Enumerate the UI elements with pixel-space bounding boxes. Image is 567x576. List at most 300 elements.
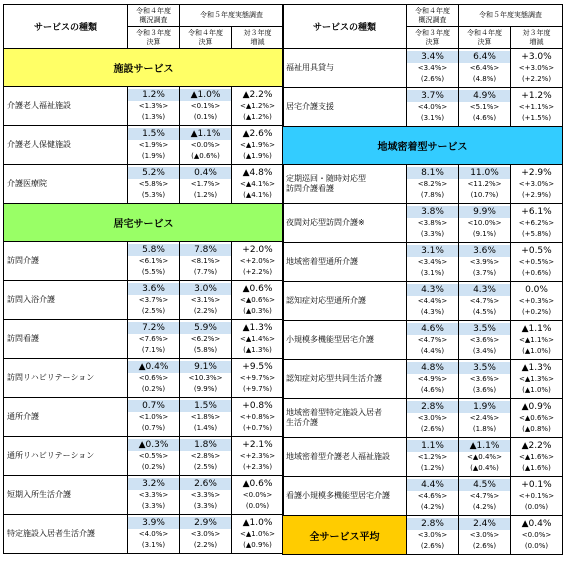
value-cell [232,437,284,476]
value-main: +0.8% [242,401,273,411]
header-diff: 対３年度 増減 [511,27,563,49]
value-bracket: <▲4.1%> [240,180,275,188]
value-paren: (2.5%) [193,463,218,471]
value-main: 1.2% [128,89,179,101]
value-cell [511,360,563,399]
value-paren: (2.6%) [420,425,445,433]
value-main: ▲2.6% [242,129,273,139]
service-name: 訪問入浴介護 [4,281,128,320]
value-cell [459,321,511,360]
value-main: 7.2% [128,322,179,334]
value-cell [180,242,232,281]
service-name: 訪問介護 [4,242,128,281]
service-name: 介護医療院 [4,165,128,204]
table-row [283,438,563,477]
value-main: 0.4% [180,167,231,179]
value-main: ▲1.3% [242,323,273,333]
value-main: ▲0.4% [128,361,179,373]
value-main: ▲1.1% [180,128,231,140]
value-cell [232,515,284,554]
value-paren: (10.7%) [470,191,499,199]
value-paren: (5.8%) [193,346,218,354]
value-bracket: <1.9%> [138,141,169,149]
value-paren: (3.4%) [472,347,497,355]
table-row [4,515,284,554]
value-paren: (▲1.6%) [522,464,551,472]
header-r3-settle: 令和３年度 決算 [407,27,459,49]
value-bracket: <4.7%> [469,297,500,305]
value-paren: (+0.7%) [242,424,273,432]
value-main: 3.5% [459,323,510,335]
value-main: 5.9% [180,322,231,334]
value-cell [459,477,511,516]
value-paren: (1.4%) [193,424,218,432]
value-main: ▲0.9% [521,402,552,412]
value-main: 3.5% [459,362,510,374]
value-bracket: <3.0%> [417,414,448,422]
value-bracket: <0.0%> [242,491,273,499]
value-bracket: <3.9%> [469,258,500,266]
value-paren: (▲0.3%) [243,307,272,315]
value-main: 3.0% [180,283,231,295]
value-main: +0.1% [521,480,552,490]
value-bracket: <0.6%> [138,374,169,382]
value-main: 2.9% [180,517,231,529]
value-bracket: <3.3%> [138,491,169,499]
header-service-type: サービスの種類 [4,5,128,49]
value-main: 1.1% [407,440,458,452]
value-bracket: <4.4%> [417,297,448,305]
value-bracket: <▲1.2%> [240,102,275,110]
value-cell [511,477,563,516]
value-paren: (0.0%) [245,502,270,510]
all-services-average-label: 全サービス平均 [283,516,407,555]
service-name: 介護老人保健施設 [4,126,128,165]
value-cell [232,359,284,398]
value-main: 0.7% [128,400,179,412]
value-paren: (+2.2%) [521,75,552,83]
service-name: 福祉用具貸与 [283,49,407,88]
value-paren: (3.6%) [472,386,497,394]
value-paren: (9.1%) [472,230,497,238]
value-main: ▲1.0% [180,89,231,101]
value-main: 3.7% [407,90,458,102]
value-paren: (3.3%) [420,230,445,238]
value-bracket: <+0.5%> [518,258,555,266]
value-paren: (3.3%) [193,502,218,510]
value-cell [459,49,511,88]
header-r5-survey: 令和５年度実態調査 [459,5,563,27]
value-main: 3.6% [128,283,179,295]
value-bracket: <8.1%> [190,257,221,265]
value-paren: (7.8%) [420,191,445,199]
value-bracket: <0.5%> [138,452,169,460]
value-cell [232,126,284,165]
table-row [283,165,563,204]
value-paren: (0.0%) [524,503,549,511]
value-main: +6.1% [521,207,552,217]
value-main: 0.0% [525,285,548,295]
value-cell [459,399,511,438]
value-bracket: <4.7%> [469,492,500,500]
value-cell [511,438,563,477]
value-bracket: <3.4%> [417,258,448,266]
value-paren: (2.6%) [420,75,445,83]
service-name: 夜間対応型訪問介護※ [283,204,407,243]
table-row [4,165,284,204]
value-paren: (▲0.8%) [522,425,551,433]
value-bracket: <3.0%> [417,531,448,539]
value-bracket: <1.2%> [417,453,448,461]
value-bracket: <4.0%> [417,103,448,111]
value-cell [128,87,180,126]
value-bracket: <+2.0%> [239,257,276,265]
value-main: +0.5% [521,246,552,256]
header-r4-survey: 令和４年度 概況調査 [128,5,180,27]
value-bracket: <+2.3%> [239,452,276,460]
service-name: 訪問リハビリテーション [4,359,128,398]
value-cell [459,516,511,555]
category-label: 施設サービス [4,49,284,87]
service-name: 訪問看護 [4,320,128,359]
value-main: +2.0% [242,245,273,255]
value-paren: (+1.5%) [521,114,552,122]
table-row [4,242,284,281]
value-bracket: <▲1.9%> [240,141,275,149]
value-cell [180,165,232,204]
value-bracket: <3.0%> [190,530,221,538]
value-bracket: <5.1%> [469,103,500,111]
table-row [283,321,563,360]
value-main: 5.8% [128,244,179,256]
value-cell [511,516,563,555]
value-main: 1.5% [128,128,179,140]
table-row [283,360,563,399]
value-paren: (0.0%) [524,542,549,550]
value-paren: (2.2%) [193,541,218,549]
value-bracket: <3.7%> [138,296,169,304]
value-bracket: <3.6%> [469,336,500,344]
value-cell [511,204,563,243]
service-name: 短期入所生活介護 [4,476,128,515]
value-cell [128,281,180,320]
value-bracket: <2.8%> [190,452,221,460]
value-cell [459,243,511,282]
value-main: 11.0% [459,167,510,179]
value-cell [232,398,284,437]
value-main: ▲1.3% [521,363,552,373]
header-r4-settle: 令和４年度 決算 [180,27,232,49]
value-cell [407,477,459,516]
header-r4-survey: 令和４年度 概況調査 [407,5,459,27]
value-cell [407,399,459,438]
value-bracket: <3.1%> [190,296,221,304]
value-cell [180,87,232,126]
value-paren: (1.9%) [141,152,166,160]
value-cell [407,282,459,321]
value-paren: (1.2%) [193,191,218,199]
value-bracket: <1.7%> [190,180,221,188]
value-main: ▲1.1% [459,440,510,452]
header-r3-settle: 令和３年度 決算 [128,27,180,49]
value-main: 4.3% [407,284,458,296]
header-r5-survey: 令和５年度実態調査 [180,5,284,27]
value-cell [180,320,232,359]
value-bracket: <3.0%> [469,531,500,539]
value-cell [407,321,459,360]
value-bracket: <0.0%> [190,141,221,149]
value-bracket: <+3.0%> [518,64,555,72]
value-main: 5.2% [128,167,179,179]
value-bracket: <+9.7%> [239,374,276,382]
value-paren: (1.3%) [141,113,166,121]
value-cell [180,476,232,515]
value-main: 3.8% [407,206,458,218]
value-main: ▲1.1% [521,324,552,334]
value-cell [459,438,511,477]
table-row [283,204,563,243]
value-paren: (▲4.1%) [243,191,272,199]
right-table [282,4,563,555]
value-paren: (▲0.6%) [191,152,220,160]
value-paren: (9.9%) [193,385,218,393]
value-bracket: <+0.8%> [239,413,276,421]
value-paren: (▲1.0%) [522,386,551,394]
value-paren: (4.2%) [472,503,497,511]
category-label: 居宅サービス [4,204,284,242]
value-main: 9.1% [180,361,231,373]
table-row [283,282,563,321]
value-cell [407,204,459,243]
value-paren: (4.6%) [472,114,497,122]
value-main: 9.9% [459,206,510,218]
value-paren: (+0.6%) [521,269,552,277]
value-cell [180,126,232,165]
value-cell [180,437,232,476]
value-cell [511,399,563,438]
value-cell [128,398,180,437]
value-bracket: <6.4%> [469,64,500,72]
value-cell [128,126,180,165]
value-paren: (+2.3%) [242,463,273,471]
value-cell [459,360,511,399]
value-cell [128,437,180,476]
header-diff: 対３年度 増減 [232,27,284,49]
value-main: 7.8% [180,244,231,256]
value-main: 3.2% [128,478,179,490]
value-paren: (3.1%) [420,114,445,122]
value-main: +9.5% [242,362,273,372]
table-row [283,516,563,555]
value-cell [128,515,180,554]
value-cell [128,476,180,515]
value-bracket: <6.1%> [138,257,169,265]
value-main: ▲1.0% [242,518,273,528]
value-paren: (0.2%) [141,385,166,393]
value-paren: (0.7%) [141,424,166,432]
value-paren: (7.1%) [141,346,166,354]
value-paren: (4.6%) [420,386,445,394]
value-cell [232,165,284,204]
value-cell [128,359,180,398]
value-main: ▲4.8% [242,168,273,178]
value-bracket: <4.6%> [417,492,448,500]
header-r4-settle: 令和４年度 決算 [459,27,511,49]
value-paren: (▲1.3%) [243,346,272,354]
value-paren: (2.6%) [420,542,445,550]
value-bracket: <+3.0%> [518,180,555,188]
value-main: 4.6% [407,323,458,335]
value-paren: (0.2%) [141,463,166,471]
value-paren: (▲1.0%) [522,347,551,355]
value-main: 2.6% [180,478,231,490]
value-bracket: <3.8%> [417,219,448,227]
service-name: 通所リハビリテーション [4,437,128,476]
value-cell [232,242,284,281]
value-cell [459,88,511,127]
category-label: 地域密着型サービス [283,127,563,165]
value-main: 4.3% [459,284,510,296]
value-paren: (4.3%) [420,308,445,316]
value-paren: (3.1%) [420,269,445,277]
table-row [4,359,284,398]
value-paren: (4.5%) [472,308,497,316]
value-bracket: <3.6%> [469,375,500,383]
value-bracket: <▲1.3%> [519,375,554,383]
value-main: +2.1% [242,440,273,450]
value-cell [180,281,232,320]
value-bracket: <1.0%> [138,413,169,421]
value-bracket: <0.1%> [190,102,221,110]
value-cell [511,88,563,127]
category-row [4,49,284,87]
value-main: 6.4% [459,51,510,63]
value-bracket: <+1.1%> [518,103,555,111]
table-row [283,243,563,282]
table-row [4,281,284,320]
service-name: 認知症対応型通所介護 [283,282,407,321]
value-paren: (3.3%) [141,502,166,510]
value-bracket: <3.4%> [417,64,448,72]
value-paren: (▲1.2%) [243,113,272,121]
value-paren: (+9.7%) [242,385,273,393]
value-cell [407,49,459,88]
value-cell [407,243,459,282]
table-row [283,399,563,438]
service-name: 看護小規模多機能型居宅介護 [283,477,407,516]
value-main: ▲0.4% [521,519,552,529]
value-paren: (3.7%) [472,269,497,277]
value-main: ▲0.6% [242,479,273,489]
value-bracket: <1.3%> [138,102,169,110]
value-paren: (2.2%) [193,307,218,315]
value-bracket: <3.3%> [190,491,221,499]
value-cell [511,321,563,360]
value-cell [180,398,232,437]
service-name: 地域密着型介護老人福祉施設 [283,438,407,477]
value-main: +1.2% [521,91,552,101]
value-cell [511,243,563,282]
header-service-type: サービスの種類 [283,5,407,49]
value-main: ▲2.2% [521,441,552,451]
value-bracket: <▲0.4%> [467,453,502,461]
value-main: 1.9% [459,401,510,413]
value-main: 3.1% [407,245,458,257]
value-paren: (7.7%) [193,268,218,276]
value-main: ▲0.6% [242,284,273,294]
value-bracket: <▲0.6%> [240,296,275,304]
service-name: 居宅介護支援 [283,88,407,127]
service-name: 定期巡回・随時対応型 訪問介護看護 [283,165,407,204]
value-bracket: <4.0%> [138,530,169,538]
service-name: 認知症対応型共同生活介護 [283,360,407,399]
value-bracket: <10.0%> [467,219,502,227]
value-main: 2.8% [407,518,458,530]
value-cell [459,204,511,243]
value-main: 4.8% [407,362,458,374]
value-cell [128,165,180,204]
value-paren: (+0.2%) [521,308,552,316]
value-bracket: <10.3%> [188,374,223,382]
value-paren: (5.3%) [141,191,166,199]
category-row [283,127,563,165]
table-row [4,320,284,359]
value-cell [459,282,511,321]
value-main: 4.9% [459,90,510,102]
value-bracket: <+6.2%> [518,219,555,227]
value-bracket: <+0.3%> [518,297,555,305]
table-row [283,477,563,516]
value-bracket: <4.7%> [417,336,448,344]
table-row [283,49,563,88]
value-bracket: <0.0%> [521,531,552,539]
value-main: 3.9% [128,517,179,529]
value-cell [232,87,284,126]
value-bracket: <5.8%> [138,180,169,188]
value-bracket: <4.9%> [417,375,448,383]
left-table [3,4,284,554]
value-cell [407,165,459,204]
service-name: 小規模多機能型居宅介護 [283,321,407,360]
value-bracket: <▲1.0%> [240,530,275,538]
value-bracket: <8.2%> [417,180,448,188]
service-name: 通所介護 [4,398,128,437]
table-row [4,437,284,476]
value-main: ▲2.2% [242,90,273,100]
value-paren: (▲0.4%) [470,464,499,472]
category-row [4,204,284,242]
value-main: 2.8% [407,401,458,413]
value-paren: (3.1%) [141,541,166,549]
value-bracket: <7.6%> [138,335,169,343]
value-paren: (0.1%) [193,113,218,121]
value-bracket: <6.2%> [190,335,221,343]
value-bracket: <▲0.6%> [519,414,554,422]
value-main: 2.4% [459,518,510,530]
value-cell [128,242,180,281]
value-main: 8.1% [407,167,458,179]
table-row [4,126,284,165]
value-cell [180,515,232,554]
table-row [4,398,284,437]
value-main: ▲0.3% [128,439,179,451]
value-bracket: <▲1.4%> [240,335,275,343]
value-paren: (▲1.9%) [243,152,272,160]
value-cell [407,360,459,399]
value-paren: (4.4%) [420,347,445,355]
value-main: +2.9% [521,168,552,178]
value-cell [180,359,232,398]
